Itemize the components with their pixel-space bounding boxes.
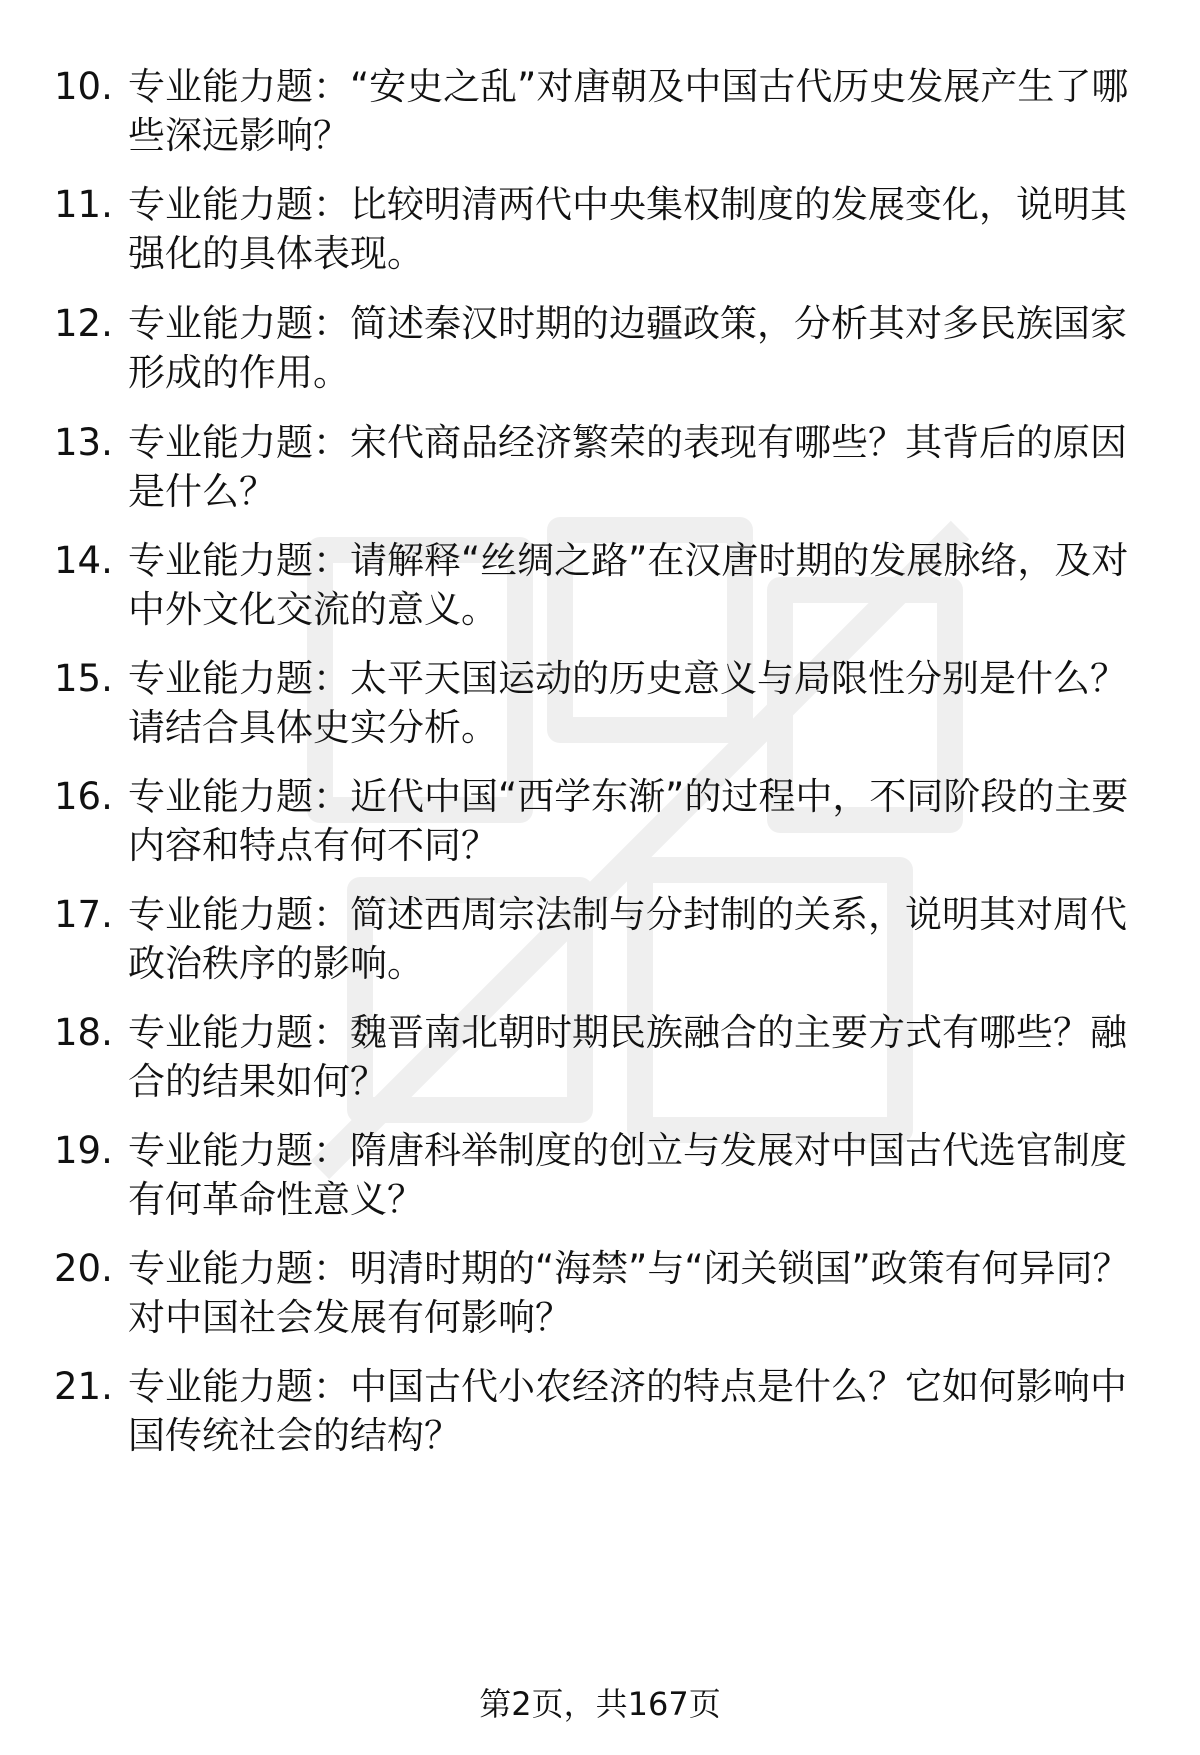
question-number: 16. [54, 775, 113, 818]
question-text: 专业能力题：请解释“丝绸之路”在汉唐时期的发展脉络，及对中外文化交流的意义。 [128, 539, 1129, 631]
question-item [54, 1244, 1154, 1354]
question-text: 专业能力题：宋代商品经济繁荣的表现有哪些？其背后的原因是什么？ [128, 421, 1127, 513]
question-item [54, 772, 1154, 882]
question-item [54, 299, 1154, 409]
question-number: 17. [54, 893, 113, 936]
question-number: 21. [54, 1365, 113, 1408]
question-number: 20. [54, 1247, 113, 1290]
question-text: 专业能力题：中国古代小农经济的特点是什么？它如何影响中国传统社会的结构？ [128, 1365, 1127, 1457]
question-text: 专业能力题：“安史之乱”对唐朝及中国古代历史发展产生了哪些深远影响？ [128, 65, 1129, 157]
question-number: 15. [54, 657, 113, 700]
question-item [54, 180, 1154, 290]
question-number: 10. [54, 65, 113, 108]
question-item [54, 1362, 1154, 1472]
question-item [54, 654, 1154, 764]
question-number: 11. [54, 183, 113, 226]
question-item [54, 62, 1154, 172]
question-text: 专业能力题：简述秦汉时期的边疆政策，分析其对多民族国家形成的作用。 [128, 302, 1127, 394]
page-number-footer: 第2页，共167页 [479, 1685, 721, 1723]
question-number: 19. [54, 1129, 113, 1172]
question-item [54, 1126, 1154, 1236]
question-item [54, 418, 1154, 528]
question-text: 专业能力题：太平天国运动的历史意义与局限性分别是什么？请结合具体史实分析。 [128, 657, 1127, 749]
question-text: 专业能力题：明清时期的“海禁”与“闭关锁国”政策有何异同？对中国社会发展有何影响？ [128, 1247, 1130, 1339]
question-item [54, 1008, 1154, 1118]
question-number: 12. [54, 302, 113, 345]
question-text: 专业能力题：魏晋南北朝时期民族融合的主要方式有哪些？融合的结果如何？ [128, 1011, 1127, 1103]
question-number: 14. [54, 539, 113, 582]
question-text: 专业能力题：隋唐科举制度的创立与发展对中国古代选官制度有何革命性意义？ [128, 1129, 1127, 1221]
question-number: 18. [54, 1011, 113, 1054]
question-item [54, 536, 1154, 646]
question-text: 专业能力题：简述西周宗法制与分封制的关系，说明其对周代政治秩序的影响。 [128, 893, 1127, 985]
question-item [54, 890, 1154, 1000]
question-text: 专业能力题：比较明清两代中央集权制度的发展变化，说明其强化的具体表现。 [128, 183, 1127, 275]
question-text: 专业能力题：近代中国“西学东渐”的过程中，不同阶段的主要内容和特点有何不同？ [128, 775, 1129, 867]
question-number: 13. [54, 421, 113, 464]
